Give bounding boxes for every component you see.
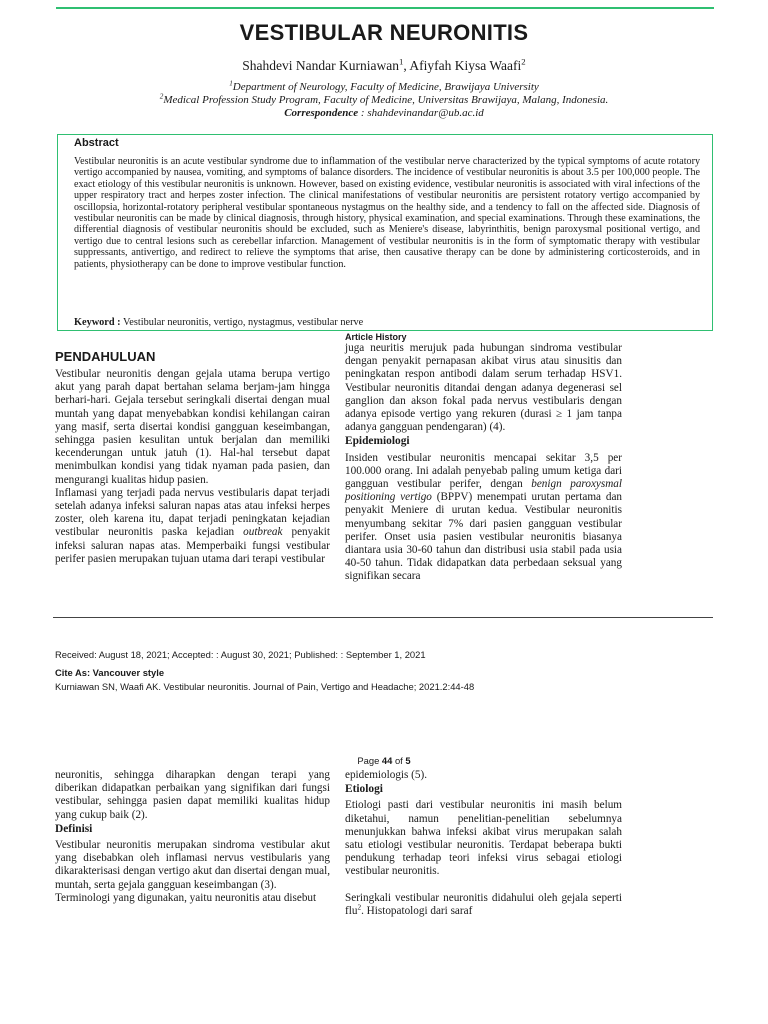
- text-run: penyakit infeksi saluran napas atas. Memperbaiki fungsi vestibular perifer pasien merupakan tujuan utama dari terapi vestibular: [55, 526, 330, 565]
- affiliation-1-text: Department of Neurology, Faculty of Medicine, Brawijaya University: [232, 81, 539, 93]
- author-2-sup: 2: [521, 56, 526, 67]
- keywords: Vestibular neuronitis, vertigo, nystagmus, vestibular nerve: [123, 317, 364, 328]
- keyword-label: Keyword :: [74, 317, 121, 328]
- citation-text: Kurniawan SN, Waafi AK. Vestibular neuronitis. Journal of Pain, Vertigo and Headache; 2021.2:44-48: [55, 681, 475, 692]
- paper-title: VESTIBULAR NEURONITIS: [239, 20, 529, 45]
- paragraph-epidemiologi: [345, 452, 622, 584]
- author-1: Shahdevi Nandar Kurniawan: [242, 58, 399, 73]
- page-current: 44: [381, 755, 393, 766]
- page-total: 5: [405, 755, 411, 766]
- page-of: of: [392, 755, 406, 766]
- text-run: (BPPV) menempati urutan pertama dan penyakit Meniere di urutan kedua. Vestibular neuronitis menyumbang sekitar 7% dari pasien gangguan vestibular perifer. Onset usia pasien vestibular neuronitis biasanya diantara usia 30-60 tahun dan distribusi usia stabil pada usia 40-50 tahun. Tidak didapatkan data perbedaan seksual yang signifikan secara: [345, 491, 622, 583]
- text-run: Seringkali vestibular neuronitis didahului oleh gejala seperti flu: [345, 891, 622, 917]
- paragraph-definisi-2: Terminologi yang digunakan, yaitu neuronitis atau disebut: [55, 891, 317, 904]
- author-2: Afiyfah Kiysa Waafi: [409, 58, 522, 73]
- affiliation-2: [0, 94, 768, 106]
- authors: [0, 58, 768, 74]
- cite-as-label: Cite As: Vancouver style: [55, 667, 165, 678]
- paragraph-pendahuluan-1: Vestibular neuronitis dengan gejala utama berupa vertigo akut yang parah dapat bertahan selama berjam-jam hingga berhari-hari. Gejala tersebut seringkali disertai dengan mual muntah yang dapat menyebabkan kondisi kehilangan cairan yang masif, serta disertai kondisi gangguan keseimbangan, sehingga pasien kesulitan untuk berjalan dan memiliki kecenderungan untuk jatuh (1). Hal-hal tersebut dapat menimbulkan kondisi yang tidak nyaman pada pasien, dan mengurangi kualitas hidup pasien.: [55, 368, 330, 486]
- correspondence-label: Correspondence: [284, 107, 359, 119]
- text-run: Insiden vestibular neuronitis mencapai sekitar 3,5 per 100.000 orang. Ini adalah penyebab paling umum ketiga dari gangguan vestibular perifer, dengan: [345, 451, 622, 491]
- paragraph-definisi-1: Vestibular neuronitis merupakan sindroma vestibular akut yang disebabkan oleh inflamasi nervus vestibularis yang dikarakterisasi dengan vertigo akut dan disertai dengan mual, muntah, serta gejala gangguan keseimbangan (3).: [55, 839, 330, 891]
- affiliation-1: [0, 81, 768, 93]
- section-heading-pendahuluan: PENDAHULUAN: [55, 349, 156, 364]
- paragraph-etiologi-2: [345, 892, 622, 918]
- paragraph-pendahuluan-2: [55, 487, 330, 566]
- correspondence-sep: :: [358, 107, 368, 119]
- subheading-epidemiologi: Epidemiologi: [345, 435, 410, 448]
- abstract-text: Vestibular neuronitis is an acute vestibular syndrome due to inflammation of the vestibular nerve characterized by the typical symptoms of acute rotatory vertigo accompanied by nausea, vomiting, and symptoms of balance disorders. The incidence of vestibular neuronitis is about 3.5 per 100,000 people. The exact etiology of this vestibular neuronitis is unknown. However, based on existing evidence, vestibular neuronitis is associated with viral infections of the upper respiratory tract and herpes zoster infection. The clinical manifestations of vestibular neuronitis are persistent rotatory vertigo accompanied by oscillopsia, horizontal-rotatory peripheral vestibular spontaneous nystagmus on the healthy side, and a tendency to fall on the affected side. Diagnosis of vestibular neuronitis can be made by clinical diagnosis, through history, physical examination, and special examinations. Through these examinations, the differential diagnosis of vestibular neuronitis should be excluded, such as Meniere's disease, labyrinthitis, benign paroxysmal positional vertigo, and vertigo due to central lesions such as cerebellar infarction. Management of vestibular neuronitis is in the form of symptomatic therapy with vestibular suppressants, antivertigo, and redirect to relieve the symptoms that arise, then causative therapy can be done by administering corticosteroids, and in patients, physiotherapy can be done to improve vestibular function.: [74, 156, 700, 270]
- affiliation-1-sup: 1: [229, 79, 233, 88]
- abstract-box: [57, 134, 713, 331]
- page-bottom-rule: [53, 617, 713, 618]
- paragraph-etiologi-1: Etiologi pasti dari vestibular neuronitis ini masih belum diketahui, namun penelitian-penelitian sebelumnya menunjukkan bahwa infeksi akibat virus merupakan salah satu etiologi vestibular neuronitis. Terdapat beberapa bukti pendukung terhadap teori infeksi virus sebagai etiologi vestibular neuronitis.: [345, 799, 622, 878]
- abstract-heading: Abstract: [74, 137, 119, 149]
- affiliation-2-sup: 2: [159, 92, 164, 101]
- subheading-etiologi: Etiologi: [345, 783, 383, 796]
- paragraph-epidemiologis-continued: epidemiologis (5).: [345, 769, 428, 781]
- page-number: [0, 755, 768, 766]
- column-left-top: [55, 368, 330, 566]
- column-right-bottom: [345, 769, 622, 918]
- paragraph-neuronitis-continued: neuronitis, sehingga diharapkan dengan terapi yang diberikan didapatkan perbaikan yang signifikan dari fungsi vestibular, sehingga pasien dapat memiliki kualitas hidup yang cukup baik (2).: [55, 769, 330, 821]
- author-1-sup: 1: [399, 56, 404, 67]
- paragraph-neuritis: juga neuritis merujuk pada hubungan sindroma vestibular dengan penyakit pernapasan akibat virus atau sinusitis dan peningkatan respon antibodi dalam serum terhadap HSV1. Vestibular neuronitis ditandai dengan adanya degenerasi sel ganglion dan akson fokal pada nervus vestibularis dengan adanya episode vertigo yang rekuren (durasi ≥ 1 jam tanpa adanya gangguan pendengaran) (4).: [345, 342, 622, 434]
- citation-sup: 2: [357, 903, 362, 912]
- subheading-definisi: Definisi: [55, 822, 93, 835]
- top-rule: [56, 7, 714, 9]
- italic-term: benign paroxysmal positioning vertigo: [345, 478, 623, 504]
- article-history-label: Article History: [345, 332, 407, 342]
- correspondence-email[interactable]: shahdevinandar@ub.ac.id: [367, 107, 484, 119]
- correspondence: [0, 107, 768, 119]
- keyword-line: [74, 317, 363, 328]
- column-left-bottom: [55, 769, 330, 905]
- column-right-top: [345, 342, 622, 584]
- italic-term: outbreak: [243, 526, 283, 539]
- received-dates: Received: August 18, 2021; Accepted: : August 30, 2021; Published: : September 1, 2021: [55, 649, 426, 660]
- text-run: Inflamasi yang terjadi pada nervus vestibularis dapat terjadi setelah adanya infeksi saluran napas atas atau infeksi herpes zoster, oleh karena itu, dapat terjadi peningkatan kejadian vestibular neuronitis paska kejadian: [55, 486, 330, 539]
- page-prefix: Page: [357, 755, 382, 766]
- text-run: . Histopatologi dari saraf: [361, 904, 473, 917]
- author-separator: ,: [403, 58, 410, 73]
- affiliation-2-text: Medical Profession Study Program, Faculty of Medicine, Universitas Brawijaya, Malang, Indonesia.: [163, 94, 609, 106]
